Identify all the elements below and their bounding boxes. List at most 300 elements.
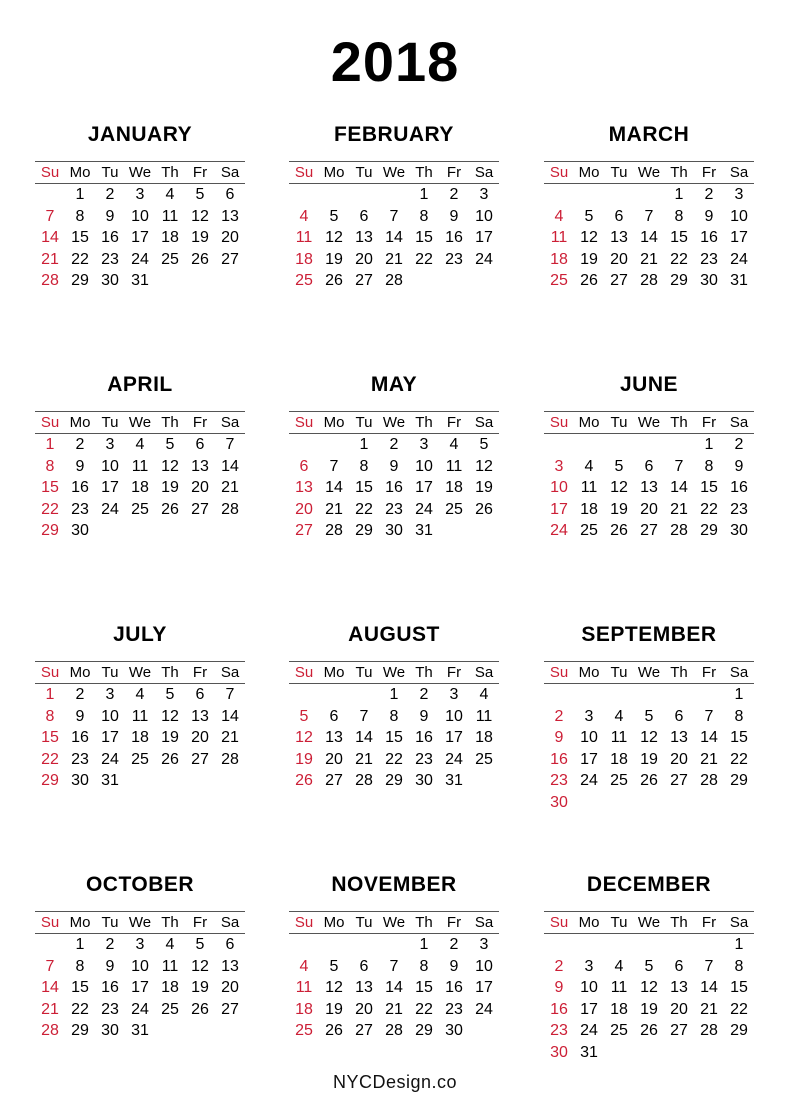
day-cell: 13	[355, 979, 373, 997]
weekday-label: Su	[294, 664, 314, 681]
day-cell: 30	[700, 272, 718, 290]
day-cell: 5	[644, 957, 654, 975]
day-cell: 1	[45, 436, 55, 453]
week-row	[289, 749, 499, 771]
year-title: 2018	[330, 30, 460, 93]
weekday-label: Su	[40, 914, 60, 931]
weekday-label: Sa	[474, 664, 494, 681]
day-cell: 10	[550, 479, 568, 497]
day-cell: 23	[550, 1022, 568, 1040]
weekday-label: Th	[415, 164, 433, 181]
empty-cell	[604, 934, 634, 956]
weekday-label: Th	[415, 914, 433, 931]
weekday-label: Su	[549, 914, 569, 931]
day-cell: 26	[325, 1022, 343, 1040]
day-cell: 20	[191, 729, 209, 747]
weekday-label: We	[128, 664, 152, 681]
day-cell: 5	[195, 186, 205, 203]
weekday-header	[35, 412, 245, 434]
weekday-label: Su	[40, 664, 60, 681]
weekday-label: We	[128, 164, 152, 181]
day-cell: 12	[161, 457, 179, 475]
day-cell: 27	[221, 250, 239, 268]
weekday-label: Mo	[69, 914, 91, 931]
empty-cell	[319, 184, 349, 206]
day-cell: 5	[165, 686, 175, 703]
day-cell: 2	[75, 436, 85, 453]
day-cell: 13	[295, 479, 313, 497]
day-cell: 10	[131, 207, 149, 225]
month-block	[289, 370, 499, 542]
month-block	[35, 120, 245, 292]
day-cell: 2	[75, 686, 85, 703]
week-row	[35, 456, 245, 478]
day-cell: 27	[325, 772, 343, 790]
day-cell: 15	[670, 229, 688, 247]
empty-cell	[604, 684, 634, 706]
day-cell: 25	[131, 750, 149, 768]
day-cell: 18	[131, 729, 149, 747]
weekday-header	[544, 662, 754, 684]
day-cell: 14	[41, 229, 59, 247]
day-cell: 23	[385, 500, 403, 518]
weekday-label: Tu	[355, 914, 373, 931]
day-cell: 21	[670, 500, 688, 518]
day-cell: 20	[221, 229, 239, 247]
day-cell: 24	[475, 250, 493, 268]
day-cell: 11	[131, 707, 149, 725]
week-row	[544, 499, 754, 521]
day-cell: 26	[475, 500, 493, 518]
day-cell: 9	[554, 979, 564, 997]
day-cell: 18	[610, 1000, 628, 1018]
day-cell: 9	[449, 207, 459, 225]
week-row	[544, 520, 754, 542]
day-cell: 24	[445, 750, 463, 768]
weekday-label: Fr	[446, 914, 462, 931]
day-cell: 31	[101, 772, 119, 790]
day-cell: 28	[41, 1022, 59, 1040]
empty-cell	[319, 684, 349, 706]
day-cell: 24	[101, 500, 119, 518]
day-cell: 16	[445, 229, 463, 247]
week-row	[35, 934, 245, 956]
day-cell: 8	[419, 957, 429, 975]
day-cell: 10	[101, 457, 119, 475]
day-cell: 3	[554, 457, 564, 475]
week-row	[544, 706, 754, 728]
month-name: AUGUST	[348, 623, 440, 646]
day-cell: 14	[221, 707, 239, 725]
empty-cell	[574, 684, 604, 706]
month-name: JUNE	[619, 373, 679, 396]
day-cell: 16	[71, 479, 89, 497]
day-cell: 15	[355, 479, 373, 497]
day-cell: 26	[610, 522, 628, 540]
day-cell: 28	[41, 272, 59, 290]
week-row	[544, 727, 754, 749]
day-cell: 1	[674, 186, 684, 203]
day-cell: 11	[161, 957, 179, 975]
weekday-label: Fr	[192, 664, 208, 681]
day-cell: 19	[191, 979, 209, 997]
weekday-header	[35, 162, 245, 184]
month-block	[544, 870, 754, 1064]
day-cell: 21	[221, 729, 239, 747]
day-cell: 22	[415, 250, 433, 268]
day-cell: 16	[71, 729, 89, 747]
day-cell: 25	[445, 500, 463, 518]
day-cell: 26	[640, 1022, 658, 1040]
day-cell: 21	[41, 250, 59, 268]
day-cell: 16	[550, 750, 568, 768]
day-cell: 2	[389, 436, 399, 453]
day-cell: 25	[295, 272, 313, 290]
week-row	[35, 749, 245, 771]
day-cell: 25	[580, 522, 598, 540]
day-cell: 21	[700, 750, 718, 768]
day-cell: 3	[449, 686, 459, 703]
day-cell: 12	[161, 707, 179, 725]
week-row	[35, 270, 245, 292]
day-cell: 23	[445, 250, 463, 268]
day-cell: 17	[101, 479, 119, 497]
week-row	[544, 456, 754, 478]
day-cell: 8	[734, 957, 744, 975]
day-cell: 23	[730, 500, 748, 518]
day-cell: 16	[700, 229, 718, 247]
empty-cell	[289, 684, 319, 706]
day-cell: 19	[640, 750, 658, 768]
week-row	[289, 1020, 499, 1042]
day-cell: 16	[415, 729, 433, 747]
week-row	[289, 456, 499, 478]
day-cell: 6	[614, 207, 624, 225]
day-cell: 4	[299, 957, 309, 975]
weekday-label: Fr	[446, 164, 462, 181]
week-row	[544, 270, 754, 292]
weekday-label: Su	[549, 164, 569, 181]
weekday-label: Sa	[474, 164, 494, 181]
day-cell: 22	[670, 250, 688, 268]
day-cell: 23	[71, 500, 89, 518]
day-cell: 17	[445, 729, 463, 747]
day-cell: 19	[325, 1000, 343, 1018]
day-cell: 14	[325, 479, 343, 497]
day-cell: 3	[584, 707, 594, 725]
day-cell: 15	[700, 479, 718, 497]
day-cell: 15	[385, 729, 403, 747]
day-cell: 25	[610, 772, 628, 790]
empty-cell	[544, 934, 574, 956]
day-cell: 7	[225, 686, 235, 703]
day-cell: 25	[475, 750, 493, 768]
day-cell: 16	[730, 479, 748, 497]
day-cell: 12	[640, 979, 658, 997]
day-cell: 5	[165, 436, 175, 453]
weekday-label: Tu	[610, 914, 628, 931]
day-cell: 20	[191, 479, 209, 497]
day-cell: 10	[730, 207, 748, 225]
day-cell: 27	[191, 750, 209, 768]
week-row	[35, 249, 245, 271]
day-cell: 21	[640, 250, 658, 268]
day-cell: 12	[191, 957, 209, 975]
week-row	[544, 477, 754, 499]
day-cell: 8	[45, 457, 55, 475]
weekday-label: We	[637, 914, 661, 931]
day-cell: 1	[734, 686, 744, 703]
weekday-label: Mo	[69, 664, 91, 681]
day-cell: 28	[385, 272, 403, 290]
week-row	[289, 499, 499, 521]
week-row	[544, 1042, 754, 1064]
day-cell: 17	[580, 1000, 598, 1018]
day-cell: 30	[71, 772, 89, 790]
day-cell: 13	[325, 729, 343, 747]
day-cell: 15	[71, 229, 89, 247]
day-cell: 9	[419, 707, 429, 725]
day-cell: 26	[191, 250, 209, 268]
weekday-label: Su	[549, 414, 569, 431]
day-cell: 9	[105, 957, 115, 975]
weekday-label: Mo	[578, 914, 600, 931]
day-cell: 1	[734, 936, 744, 953]
weekday-label: Th	[161, 164, 179, 181]
day-cell: 22	[415, 1000, 433, 1018]
empty-cell	[574, 184, 604, 206]
day-cell: 4	[135, 436, 145, 453]
weekday-label: Mo	[578, 164, 600, 181]
weekday-header	[544, 162, 754, 184]
day-cell: 7	[225, 436, 235, 453]
week-row	[544, 249, 754, 271]
day-cell: 17	[475, 979, 493, 997]
weekday-label: We	[382, 664, 406, 681]
day-cell: 9	[734, 457, 744, 475]
week-row	[35, 520, 245, 542]
day-cell: 18	[131, 479, 149, 497]
weekday-label: Mo	[578, 664, 600, 681]
day-cell: 5	[329, 957, 339, 975]
day-cell: 29	[670, 272, 688, 290]
empty-cell	[544, 684, 574, 706]
day-cell: 28	[221, 500, 239, 518]
day-cell: 23	[71, 750, 89, 768]
day-cell: 30	[415, 772, 433, 790]
day-cell: 4	[299, 207, 309, 225]
weekday-label: Th	[670, 414, 688, 431]
week-row	[289, 249, 499, 271]
weekday-header	[35, 662, 245, 684]
week-row	[544, 227, 754, 249]
month-name: SEPTEMBER	[581, 623, 717, 646]
month-name: OCTOBER	[85, 873, 195, 896]
weekday-header	[289, 162, 499, 184]
day-cell: 31	[580, 1043, 598, 1061]
weekday-label: Mo	[323, 664, 345, 681]
day-cell: 29	[71, 1022, 89, 1040]
day-cell: 7	[674, 457, 684, 475]
week-row	[289, 999, 499, 1021]
day-cell: 15	[41, 729, 59, 747]
day-cell: 8	[419, 207, 429, 225]
day-cell: 18	[161, 979, 179, 997]
day-cell: 26	[580, 272, 598, 290]
day-cell: 11	[445, 457, 463, 475]
day-cell: 6	[359, 957, 369, 975]
day-cell: 1	[359, 436, 369, 453]
day-cell: 12	[475, 457, 493, 475]
weekday-label: Mo	[69, 164, 91, 181]
empty-cell	[349, 684, 379, 706]
day-cell: 13	[670, 729, 688, 747]
month-block	[35, 870, 245, 1042]
day-cell: 28	[640, 272, 658, 290]
week-row	[289, 184, 499, 206]
day-cell: 2	[105, 186, 115, 203]
day-cell: 5	[644, 707, 654, 725]
day-cell: 22	[71, 250, 89, 268]
day-cell: 22	[730, 750, 748, 768]
day-cell: 18	[161, 229, 179, 247]
day-cell: 7	[704, 957, 714, 975]
day-cell: 21	[385, 250, 403, 268]
day-cell: 25	[131, 500, 149, 518]
day-cell: 23	[101, 1000, 119, 1018]
day-cell: 18	[550, 250, 568, 268]
day-cell: 30	[71, 522, 89, 540]
day-cell: 24	[550, 522, 568, 540]
week-row	[544, 934, 754, 956]
day-cell: 8	[359, 457, 369, 475]
day-cell: 8	[734, 707, 744, 725]
day-cell: 26	[640, 772, 658, 790]
day-cell: 20	[640, 500, 658, 518]
day-cell: 27	[191, 500, 209, 518]
week-row	[544, 770, 754, 792]
day-cell: 30	[385, 522, 403, 540]
day-cell: 27	[640, 522, 658, 540]
day-cell: 9	[554, 729, 564, 747]
day-cell: 4	[584, 457, 594, 475]
day-cell: 21	[325, 500, 343, 518]
empty-cell	[544, 434, 574, 456]
day-cell: 17	[730, 229, 748, 247]
weekday-label: Su	[294, 914, 314, 931]
week-row	[544, 977, 754, 999]
month-block	[544, 120, 754, 292]
weekday-label: We	[382, 164, 406, 181]
day-cell: 20	[670, 750, 688, 768]
day-cell: 14	[385, 979, 403, 997]
day-cell: 3	[135, 936, 145, 953]
day-cell: 28	[670, 522, 688, 540]
empty-cell	[35, 934, 65, 956]
week-row	[289, 706, 499, 728]
week-row	[35, 206, 245, 228]
weekday-label: Th	[161, 914, 179, 931]
month-name: JANUARY	[87, 123, 193, 146]
week-row	[289, 477, 499, 499]
day-cell: 4	[449, 436, 459, 453]
week-row	[289, 934, 499, 956]
day-cell: 30	[730, 522, 748, 540]
weekday-label: We	[128, 914, 152, 931]
day-cell: 26	[325, 272, 343, 290]
day-cell: 29	[415, 1022, 433, 1040]
month-block	[35, 620, 245, 792]
weekday-label: Sa	[220, 914, 240, 931]
day-cell: 10	[101, 707, 119, 725]
day-cell: 7	[45, 957, 55, 975]
day-cell: 5	[614, 457, 624, 475]
day-cell: 3	[479, 186, 489, 203]
weekday-label: Fr	[192, 914, 208, 931]
day-cell: 16	[445, 979, 463, 997]
day-cell: 24	[415, 500, 433, 518]
day-cell: 6	[329, 707, 339, 725]
weekday-label: Fr	[701, 164, 717, 181]
week-row	[289, 684, 499, 706]
day-cell: 8	[674, 207, 684, 225]
weekday-label: Tu	[101, 914, 119, 931]
day-cell: 18	[610, 750, 628, 768]
day-cell: 1	[75, 936, 85, 953]
empty-cell	[379, 934, 409, 956]
week-row	[544, 749, 754, 771]
day-cell: 20	[610, 250, 628, 268]
day-cell: 22	[385, 750, 403, 768]
day-cell: 28	[325, 522, 343, 540]
weekday-label: Tu	[610, 164, 628, 181]
weekday-label: Fr	[192, 414, 208, 431]
weekday-label: Su	[549, 664, 569, 681]
day-cell: 22	[71, 1000, 89, 1018]
month-block	[35, 370, 245, 542]
day-cell: 6	[674, 957, 684, 975]
empty-cell	[349, 934, 379, 956]
month-block	[544, 620, 754, 814]
day-cell: 20	[355, 1000, 373, 1018]
day-cell: 13	[670, 979, 688, 997]
day-cell: 5	[584, 207, 594, 225]
weekday-label: Mo	[323, 914, 345, 931]
day-cell: 21	[385, 1000, 403, 1018]
empty-cell	[349, 184, 379, 206]
day-cell: 28	[700, 772, 718, 790]
week-row	[544, 206, 754, 228]
week-row	[289, 956, 499, 978]
day-cell: 24	[131, 250, 149, 268]
day-cell: 11	[295, 979, 313, 997]
weekday-label: Fr	[446, 664, 462, 681]
day-cell: 18	[475, 729, 493, 747]
day-cell: 4	[614, 957, 624, 975]
day-cell: 9	[389, 457, 399, 475]
day-cell: 17	[475, 229, 493, 247]
day-cell: 31	[445, 772, 463, 790]
day-cell: 13	[221, 957, 239, 975]
day-cell: 10	[580, 729, 598, 747]
day-cell: 18	[445, 479, 463, 497]
day-cell: 6	[299, 457, 309, 475]
day-cell: 1	[45, 686, 55, 703]
day-cell: 2	[449, 186, 459, 203]
day-cell: 16	[101, 229, 119, 247]
weekday-header	[289, 662, 499, 684]
day-cell: 19	[640, 1000, 658, 1018]
